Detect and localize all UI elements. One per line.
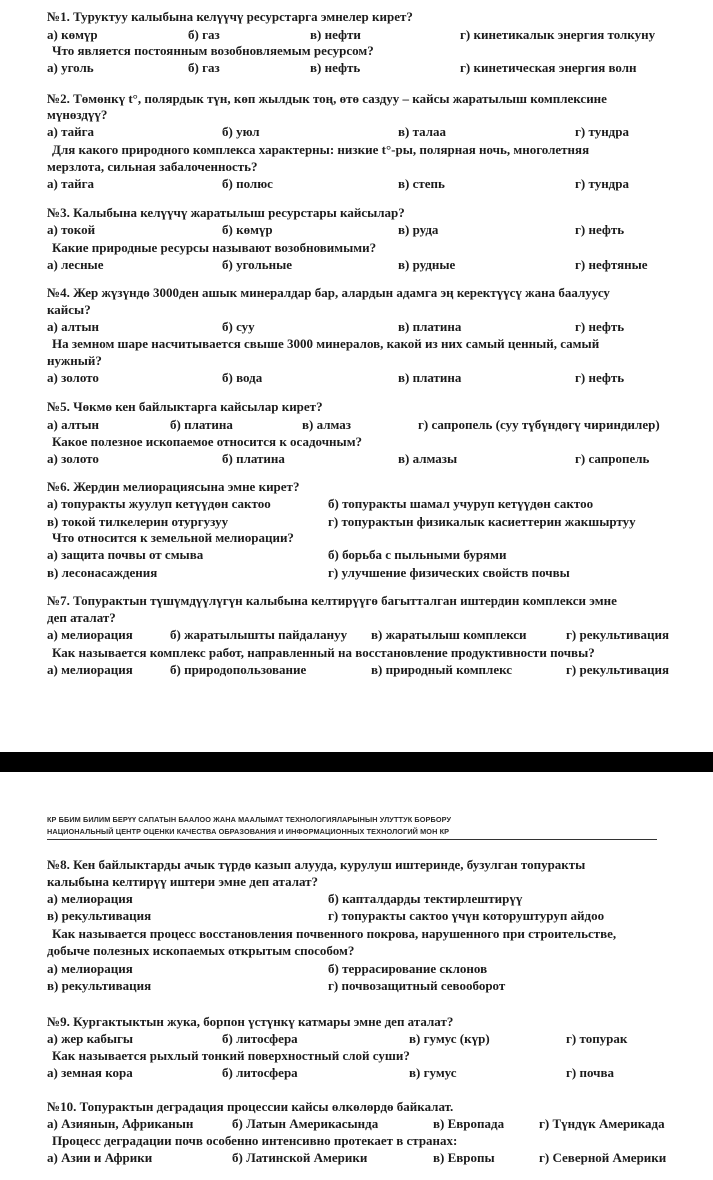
question-6-russian-option: г) улучшение физических свойств почвы (328, 565, 570, 580)
question-9-kyrgyz-option: г) топурак (566, 1031, 628, 1046)
question-6-kyrgyz-text: №6. Жердин мелиорациясына эмне кирет? (47, 479, 300, 494)
question-9-russian-option: г) почва (566, 1065, 614, 1080)
question-8-russian-option: г) почвозащитный севооборот (328, 978, 506, 993)
header-divider (47, 839, 657, 840)
question-1-russian-option: б) газ (188, 60, 220, 75)
question-1-russian-text: Что является постоянным возобновляемым ресурсом? (52, 43, 374, 58)
question-9-kyrgyz-option: в) гумус (күр) (409, 1031, 490, 1046)
question-8-kyrgyz-option: а) мелиорация (47, 891, 133, 906)
question-2-russian-option: г) тундра (575, 176, 629, 191)
header-line-russian: НАЦИОНАЛЬНЫЙ ЦЕНТР ОЦЕНКИ КАЧЕСТВА ОБРАЗОВАНИЯ И ИНФОРМАЦИОННЫХ ТЕХНОЛОГИЙ МОН КР (47, 827, 450, 836)
question-10-kyrgyz-option: а) Азиянын, Африканын (47, 1116, 194, 1131)
question-6-kyrgyz-option: в) токой тилкелерин отургузуу (47, 514, 229, 529)
question-5-kyrgyz-text: №5. Чөкмө кен байлыктарга кайсылар кирет? (47, 399, 323, 414)
question-8-russian-option: б) террасирование склонов (328, 961, 488, 976)
question-9-russian-option: в) гумус (409, 1065, 457, 1080)
question-7-kyrgyz-text: деп аталат? (47, 610, 116, 625)
question-7-kyrgyz-option: б) жаратылышты пайдалануу (170, 627, 348, 642)
page-separator (0, 752, 713, 772)
question-3-kyrgyz-option: а) токой (47, 222, 96, 237)
question-2-kyrgyz-text: №2. Төмөнкү t°, полярдык түн, көп жылдык тоң, өтө саздуу – кайсы жаратылыш комплексине (47, 91, 607, 106)
question-4-russian-text: нужный? (47, 353, 102, 368)
question-8-russian-option: а) мелиорация (47, 961, 133, 976)
question-9-kyrgyz-option: а) жер кабыгы (47, 1031, 134, 1046)
question-8-kyrgyz-option: г) топуракты сактоо үчүн которуштуруп айдоо (328, 908, 605, 923)
question-4-kyrgyz-text: №4. Жер жүзүндө 3000ден ашык минералдар бар, алардын адамга эң керектүүсү жана баалуусу (47, 285, 610, 300)
question-5-russian-option: в) алмазы (398, 451, 458, 466)
question-10-russian-option: б) Латинской Америки (232, 1150, 368, 1165)
question-4-russian-text: На земном шаре насчитывается свыше 3000 минералов, какой из них самый ценный, самый (52, 336, 600, 351)
question-6-russian-option: а) защита почвы от смыва (47, 547, 204, 562)
question-6-russian-text: Что относится к земельной мелиорации? (52, 530, 294, 545)
question-10-russian-text: Процесс деградации почв особенно интенсивно протекает в странах: (52, 1133, 458, 1148)
question-1-kyrgyz-option: а) көмүр (47, 27, 98, 42)
question-1-kyrgyz-option: в) нефти (310, 27, 361, 42)
question-5-russian-option: б) платина (222, 451, 285, 466)
question-9-kyrgyz-option: б) литосфера (222, 1031, 298, 1046)
question-7-russian-option: в) природный комплекс (371, 662, 513, 677)
question-5-russian-text: Какое полезное ископаемое относится к осадочным? (52, 434, 363, 449)
question-8-russian-option: в) рекультивация (47, 978, 152, 993)
question-10-kyrgyz-option: г) Түндүк Америкада (539, 1116, 665, 1131)
question-6-kyrgyz-option: г) топурактын физикалык касиеттерин жакшыртуу (328, 514, 636, 529)
question-2-kyrgyz-option: б) уюл (222, 124, 260, 139)
question-7-russian-option: г) рекультивация (566, 662, 670, 677)
question-6-kyrgyz-option: а) топуракты жуулуп кетүүдөн сактоо (47, 496, 271, 511)
question-7-kyrgyz-option: г) рекультивация (566, 627, 670, 642)
question-4-kyrgyz-option: а) алтын (47, 319, 100, 334)
question-1-kyrgyz-text: №1. Туруктуу калыбына келүүчү ресурстарга эмнелер кирет? (47, 9, 413, 24)
question-2-russian-option: б) полюс (222, 176, 273, 191)
question-3-russian-option: г) нефтяные (575, 257, 648, 272)
question-7-kyrgyz-text: №7. Топурактын түшүмдүүлүгүн калыбына келтирүүгө багытталган иштердин комплекси эмне (47, 593, 617, 608)
question-3-kyrgyz-option: в) руда (398, 222, 439, 237)
question-10-kyrgyz-option: в) Европада (433, 1116, 505, 1131)
question-2-russian-option: а) тайга (47, 176, 95, 191)
question-7-russian-option: а) мелиорация (47, 662, 133, 677)
question-4-russian-option: а) золото (47, 370, 99, 385)
question-1-russian-option: а) уголь (47, 60, 94, 75)
question-10-kyrgyz-option: б) Латын Америкасында (232, 1116, 379, 1131)
question-9-russian-option: б) литосфера (222, 1065, 298, 1080)
question-6-kyrgyz-option: б) топуракты шамал учуруп кетүүдөн сактоо (328, 496, 594, 511)
question-6-russian-option: в) лесонасаждения (47, 565, 158, 580)
question-5-kyrgyz-option: г) сапропель (суу түбүндөгү чириндилер) (418, 417, 660, 432)
question-8-russian-text: Как называется процесс восстановления почвенного покрова, нарушенного при строительстве, (52, 926, 617, 941)
question-2-kyrgyz-option: а) тайга (47, 124, 95, 139)
question-8-kyrgyz-text: калыбына келтирүү иштери эмне деп аталат? (47, 874, 319, 889)
question-6-russian-option: б) борьба с пыльными бурями (328, 547, 507, 562)
question-2-kyrgyz-text: мүнөздүү? (47, 107, 108, 122)
question-10-kyrgyz-text: №10. Топурактын деградация процессии кайсы өлкөлөрдө байкалат. (47, 1099, 454, 1114)
question-4-russian-option: б) вода (222, 370, 263, 385)
question-2-russian-text: Для какого природного комплекса характерны: низкие t°-ры, полярная ночь, многолетняя (52, 142, 590, 157)
question-8-russian-text: добыче полезных ископаемых открытым способом? (47, 943, 355, 958)
question-9-kyrgyz-text: №9. Кургактыктын жука, борпон үстүнкү катмары эмне деп аталат? (47, 1014, 454, 1029)
question-3-russian-option: б) угольные (222, 257, 293, 272)
question-4-kyrgyz-option: г) нефть (575, 319, 625, 334)
question-4-russian-option: в) платина (398, 370, 462, 385)
question-1-kyrgyz-option: г) кинетикалык энергия толкуну (460, 27, 656, 42)
question-1-russian-option: в) нефть (310, 60, 361, 75)
question-10-russian-option: в) Европы (433, 1150, 495, 1165)
question-7-russian-option: б) природопользование (170, 662, 307, 677)
question-7-russian-text: Как называется комплекс работ, направленный на восстановление продуктивности почвы? (52, 645, 595, 660)
question-8-kyrgyz-text: №8. Кен байлыктарды ачык түрдө казып алууда, курулуш иштеринде, бузулган топуракты (47, 857, 586, 872)
question-5-kyrgyz-option: а) алтын (47, 417, 100, 432)
question-1-russian-option: г) кинетическая энергия волн (460, 60, 637, 75)
question-2-russian-option: в) степь (398, 176, 445, 191)
question-10-russian-option: а) Азии и Африки (47, 1150, 153, 1165)
question-2-kyrgyz-option: г) тундра (575, 124, 629, 139)
question-3-russian-option: в) рудные (398, 257, 456, 272)
question-8-kyrgyz-option: в) рекультивация (47, 908, 152, 923)
question-4-kyrgyz-option: в) платина (398, 319, 462, 334)
question-3-russian-option: а) лесные (47, 257, 104, 272)
question-3-russian-text: Какие природные ресурсы называют возобновимыми? (52, 240, 377, 255)
question-5-russian-option: г) сапропель (575, 451, 650, 466)
question-7-kyrgyz-option: в) жаратылыш комплекси (371, 627, 527, 642)
question-7-kyrgyz-option: а) мелиорация (47, 627, 133, 642)
question-3-kyrgyz-option: г) нефть (575, 222, 625, 237)
question-3-kyrgyz-option: б) көмүр (222, 222, 273, 237)
question-4-russian-option: г) нефть (575, 370, 625, 385)
question-10-russian-option: г) Северной Америки (539, 1150, 667, 1165)
question-4-kyrgyz-option: б) суу (222, 319, 255, 334)
question-2-russian-text: мерзлота, сильная забалоченность? (47, 159, 258, 174)
question-2-kyrgyz-option: в) талаа (398, 124, 447, 139)
question-5-russian-option: а) золото (47, 451, 99, 466)
question-3-kyrgyz-text: №3. Калыбына келүүчү жаратылыш ресурстары кайсылар? (47, 205, 405, 220)
question-1-kyrgyz-option: б) газ (188, 27, 220, 42)
question-8-kyrgyz-option: б) капталдарды тектирлештирүү (328, 891, 523, 906)
question-5-kyrgyz-option: в) алмаз (302, 417, 351, 432)
question-5-kyrgyz-option: б) платина (170, 417, 233, 432)
question-4-kyrgyz-text: кайсы? (47, 302, 91, 317)
question-9-russian-text: Как называется рыхлый тонкий поверхностный слой суши? (52, 1048, 410, 1063)
question-9-russian-option: а) земная кора (47, 1065, 133, 1080)
header-line-kyrgyz: КР ББИМ БИЛИМ БЕРҮҮ САПАТЫН БААЛОО ЖАНА МААЛЫМАТ ТЕХНОЛОГИЯЛАРЫНЫН УЛУТТУК БОРБОРУ (47, 815, 452, 824)
